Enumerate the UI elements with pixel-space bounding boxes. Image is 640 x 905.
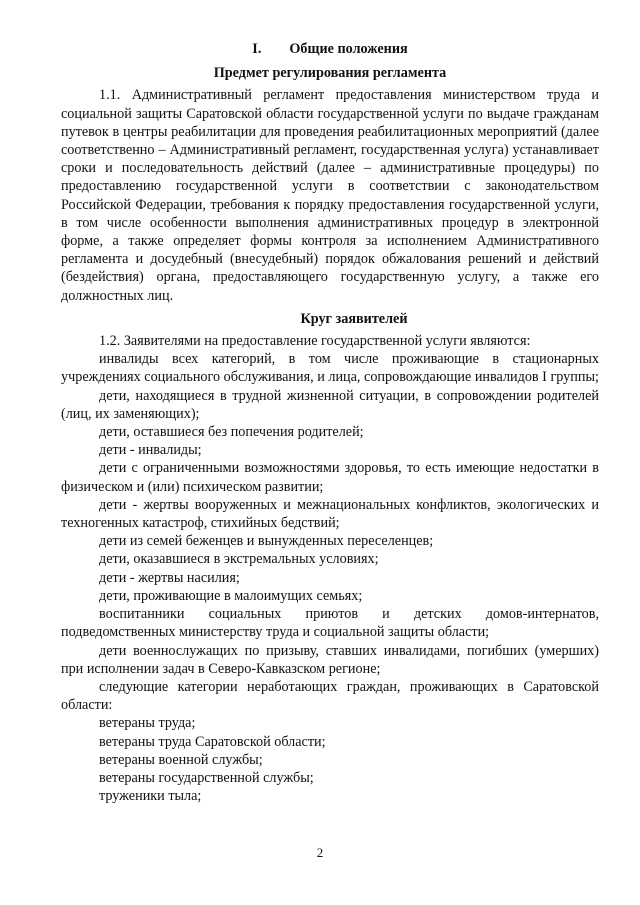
section-heading	[61, 40, 599, 58]
list-item: дети, проживающие в малоимущих семьях;	[99, 587, 363, 604]
list-item: дети - инвалиды;	[99, 442, 202, 459]
list-item: инвалиды всех категорий, в том числе проживающие в стационарных учреждениях социального обслуживания, и лица, сопровождающие инвалидов I группы;	[61, 351, 599, 386]
list-item: дети - жертвы насилия;	[99, 569, 240, 586]
applicants-body	[61, 332, 599, 805]
list-item: ветераны труда;	[99, 715, 196, 732]
list-item: ветераны государственной службы;	[99, 769, 314, 786]
paragraph: 1.2. Заявителями на предоставление государственной услуги являются:	[99, 333, 531, 350]
list-item: ветераны военной службы;	[99, 751, 263, 768]
list-item: труженики тыла;	[99, 788, 202, 805]
list-item: ветераны труда Саратовской области;	[99, 733, 326, 750]
list-item: дети, оставшиеся без попечения родителей;	[99, 424, 364, 441]
subsection-heading-applicants: Круг заявителей	[300, 310, 408, 327]
list-item: следующие категории неработающих граждан, проживающих в Саратовской области:	[61, 678, 599, 714]
section-title: Общие положения	[289, 41, 408, 57]
subsection-heading-subject: Предмет регулирования регламента	[213, 65, 447, 82]
document-page	[61, 40, 599, 805]
list-item: воспитанники социальных приютов и детских домов-интернатов, подведомственных министерству труда и социальной защиты области;	[61, 606, 599, 641]
list-item: дети - жертвы вооруженных и межнациональных конфликтов, экологических и техногенных катастроф, стихийных бедствий;	[61, 496, 599, 532]
section-number: I.	[252, 41, 262, 57]
paragraph: 1.1. Административный регламент предоставления министерством труда и социальной защиты Саратовской области государственной услуги по выдаче гражданам путевок в центры реабилитации для проведения реабилитационных мероприятий (далее соответственно – Административный регламент, государственная услуга) устанавливает сроки и последовательность действий (далее – административные процедуры) по предоставлению государственной услуги в соответствии с законодательством Российской Федерации, требования к порядку предоставления государственной услуги, в том числе особенности выполнения административных процедур в электронной форме, а также определяет формы контроля за исполнением Административного регламента и досудебный (внесудебный) порядок обжалования решений и действий (бездействия) органа, предоставляющего государственную услугу, а также его должностных лиц.	[61, 87, 599, 304]
list-item: дети, оказавшиеся в экстремальных условиях;	[99, 551, 379, 568]
list-item: дети, находящиеся в трудной жизненной ситуации, в сопровождении родителей (лиц, их заменяющих);	[61, 387, 599, 422]
list-item: дети военнослужащих по призыву, ставших инвалидами, погибших (умерших) при исполнении задач в Северо-Кавказском регионе;	[61, 642, 599, 677]
list-item: дети с ограниченными возможностями здоровья, то есть имеющие недостатки в физическом и (или) психическом развитии;	[61, 460, 599, 495]
list-item: дети из семей беженцев и вынужденных переселенцев;	[99, 533, 434, 550]
subject-body	[61, 86, 599, 304]
page-number: 2	[316, 845, 324, 860]
